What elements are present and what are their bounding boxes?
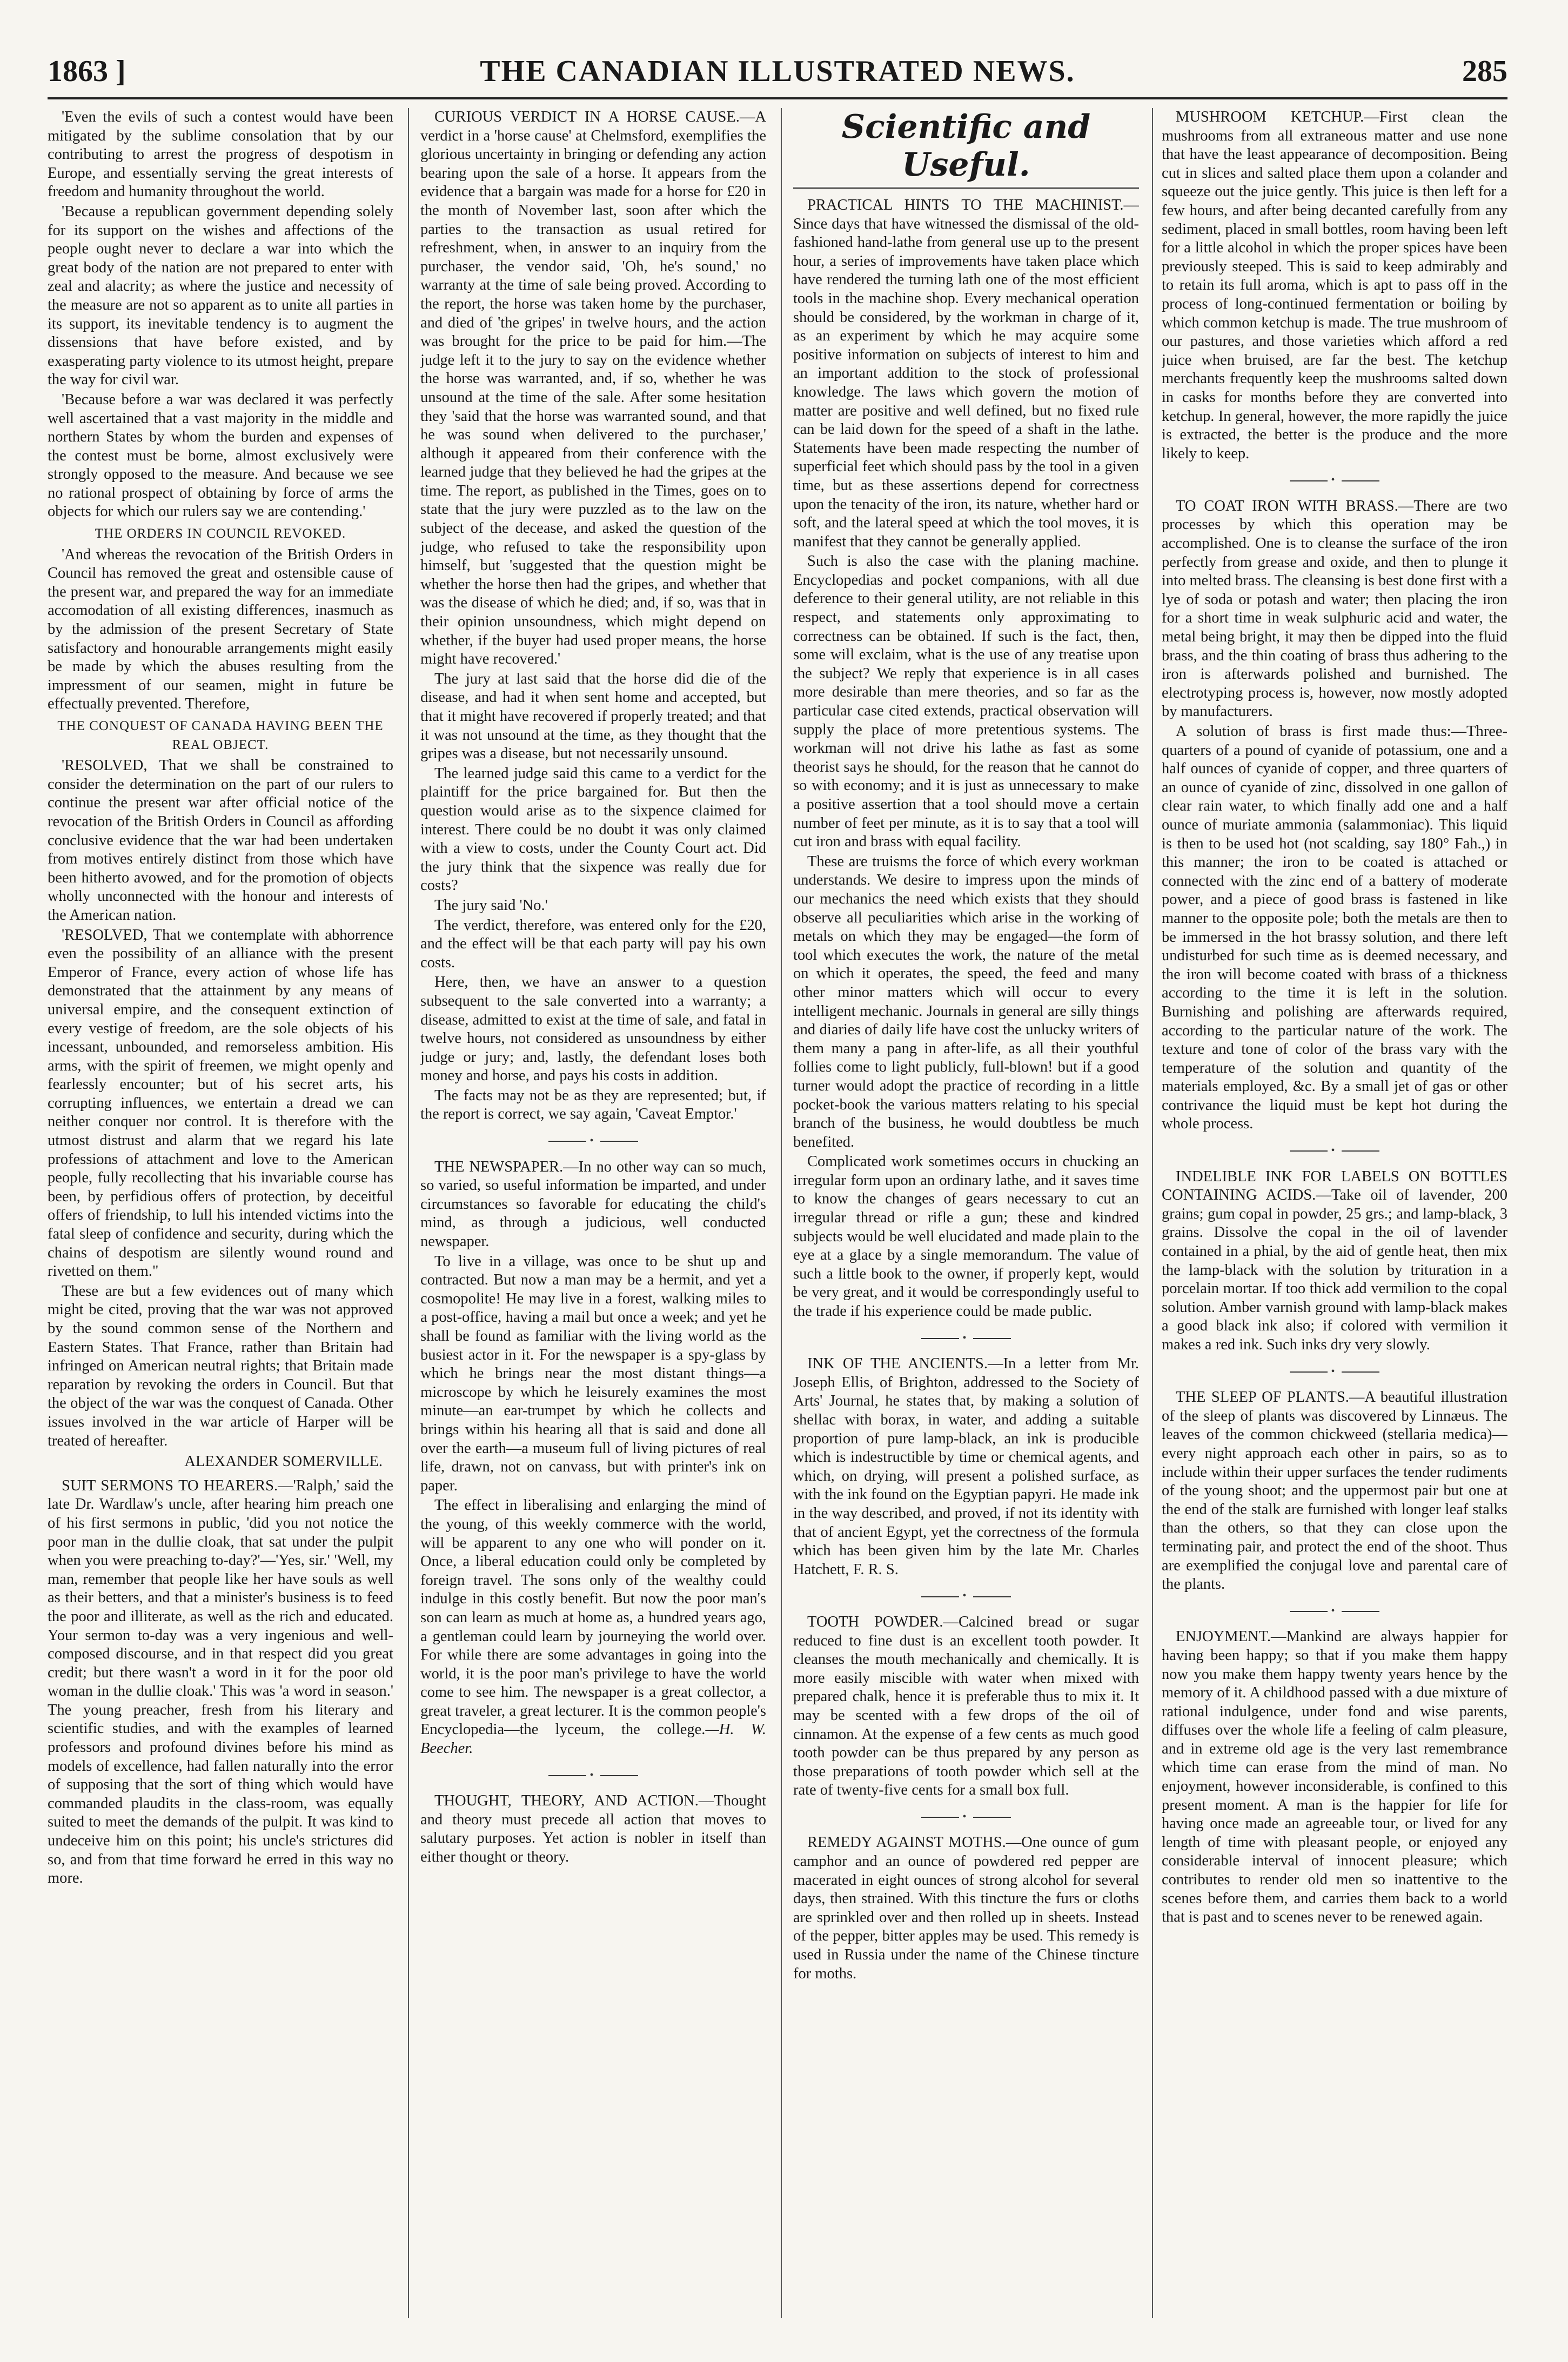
column-4 <box>1162 108 1507 2313</box>
paragraph: Here, then, we have an answer to a question subsequent to the sale converted into a warranty; a disease, admitted to exist at the time of sale, and fatal in twelve hours, not considered as unsoundness by either judge or jury; and, lastly, the defendant loses both money and horse, and pays his costs in addition. <box>420 974 766 1085</box>
newspaper-title: THE CANADIAN ILLUSTRATED NEWS. <box>480 55 1075 88</box>
article-body: —Take oil of lavender, 200 grains; gum copal in powder, 25 grs.; and lamp-black, 3 grains. Dissolve the copal in the oil of lavender contained in a phial, by the aid of gentle heat, then mix the lamp-black with the solution by trituration in a porcelain mortar. If too thick add vermilion to the copal solution. Amber varnish ground with lamp-black makes a good black ink also; if colored with vermilion it makes a red ink. Such inks dry very slowly. <box>1162 1187 1507 1353</box>
paragraph: 'Even the evils of such a contest would have been mitigated by the sublime consolation that by our contributing to arrest the progress of despotism in Europe, and essentially serving the great interests of freedom and humanity throughout the world. <box>48 109 393 200</box>
article-paragraph <box>793 1613 1139 1800</box>
article-paragraph <box>420 108 766 669</box>
article-heading: INK OF THE ANCIENTS. <box>807 1355 988 1373</box>
paragraph: 'Because a republican government depending solely for its support on the wishes and affections of the people ought never to declare a war into which the great body of the nation are not prepared to enter with zeal and alacrity; as where the justice and necessity of the measure are not so apparent as to unite all parties in its support, its inevitable tendency is to augment the dissensions that have before existed, and by exasperating party violence to its utmost height, prepare the way for civil war. <box>48 203 393 389</box>
article-body: —In no other way can so much, so varied, so useful information be imparted, and under circumstances so favorable for educating the child's mind, as through a judicious, well conducted newspaper. <box>420 1158 766 1250</box>
subheading: THE ORDERS IN COUNCIL REVOKED. <box>95 526 346 541</box>
paragraph: The learned judge said this came to a verdict for the plaintiff for the price bargained for. But then the question would arise as to the sixpence claimed for interest. There could be no doubt it was only claimed with a view to costs, under the County Court act. Did the jury think that the sixpence was really due for costs? <box>420 765 766 894</box>
article-paragraph <box>1162 1628 1507 1927</box>
paragraph: 'And whereas the revocation of the British Orders in Council has removed the great and ostensible cause of the present war, and prepared the way for an immediate accomodation of all existing differences, inasmuch as by the admission of the present Secretary of State satisfactory and honourable arrangements might easily be made by which the abuses resulting from the impressment of our seamen, might in future be effectually prevented. Therefore, <box>48 546 393 713</box>
article-paragraph <box>793 1355 1139 1579</box>
article-body: —Mankind are always happier for having been happy; so that if you make them happy now you make them happy twenty years hence by the memory of it. A childhood passed with a due mixture of rational indulgence, under fond and wise parents, diffuses over the whole life a feeling of calm pleasure, and in extreme old age is the very last remembrance which time can erase from the mind of man. No enjoyment, however inconsiderable, is confined to this present moment. A man is the happier for life for having once made an agreeable tour, or lived for any length of time with pleasant people, or enjoyed any considerable interval of innocent pleasure; which contributes to render old men so inattentive to the scenes before them, and carries them back to a world that is past and to scenes never to be renewed again. <box>1162 1628 1507 1926</box>
section-divider: • <box>793 1587 1139 1605</box>
paragraph: The facts may not be as they are represented; but, if the report is correct, we say again, 'Caveat Emptor.' <box>420 1087 766 1123</box>
article-paragraph <box>48 1477 393 1888</box>
paragraph: These are but a few evidences out of many which might be cited, proving that the war was not approved by the sound common sense of the Northern and Eastern States. That France, rather than Britain had infringed on American neutral rights; that Britain made reparation by revoking the orders in Council. But that the object of the war was the conquest of Canada. Other issues involved in the war article of Harper will be treated of hereafter. <box>48 1282 393 1449</box>
article-paragraph <box>793 196 1139 551</box>
paragraph: 'Because before a war was declared it was perfectly well ascertained that a vast majority in the middle and northern States by whom the burden and expenses of the contest must be borne, almost exclusively were strongly opposed to the measure. And because we see no rational prospect of obtaining by force of arms the objects for which our rulers say we are contending.' <box>48 391 393 520</box>
issue-year: 1863 ] <box>48 55 126 88</box>
article-paragraph <box>1162 497 1507 721</box>
article-body: —There are two processes by which this operation may be accomplished. One is to cleanse the surface of the iron perfectly from grease and oxide, and then to plunge it into melted brass. The cleansing is best done first with a lye of soda or potash and water; then placing the iron for a short time in weak sulphuric acid and water, the metal being bright, it may then be dipped into the fluid brass, and the thin coating of brass thus adhering to the iron is afterwards polished and burnished. The electrotyping process is, however, now mostly adopted by manufacturers. <box>1162 497 1507 720</box>
section-divider: • <box>1162 471 1507 490</box>
column-divider <box>408 108 409 2318</box>
article-body: —'Ralph,' said the late Dr. Wardlaw's uncle, after hearing him preach one of his first sermons in public, 'did you not notice the poor man in the dullie cloak, that sat under the pulpit when you were preaching to-day?'—'Yes, sir.' 'Well, my man, remember that people like her have souls as well as their betters, and that a minister's business is to feed the poor and illiterate, as well as the rich and educated. Your sermon to-day was a very ingenious and well-composed discourse, and in that respect did you great credit; but there wasn't a word in it for the poor old woman in the dullie cloak.' This was 'a word in season.' The young preacher, fresh from his literary and scientific studies, and with the examples of learned professors and profound divines before his mind as models of excellence, had fallen naturally into the error of supposing that the sort of thing which would have commanded plaudits in the class-room, was equally suited to meet the demands of the pulpit. It was kind to undeceive him on this point; his uncle's strictures did so, and from that time forward he erred in this way no more. <box>48 1477 393 1887</box>
column-divider <box>781 108 782 2318</box>
author-signature: ALEXANDER SOMERVILLE. <box>184 1453 383 1470</box>
article-heading: PRACTICAL HINTS TO THE MACHINIST. <box>807 197 1124 213</box>
paragraph: A solution of brass is first made thus:—Three-quarters of a pound of cyanide of potassium, one and a half ounces of cyanide of copper, and three quarters of an ounce of cyanide of zinc, dissolved in one gallon of clear rain water, to which finally add one and a half ounce of muriate ammonia (salammoniac). This liquid is then to be used hot (not scalding, say 180° Fah.,) in this manner; the iron to be coated is attached or connected with the zinc end of a battery of moderate power, and a piece of good brass is fastened in like manner to the opposite pole; both the metals are then to be immersed in the hot brassy solution, and there left undisturbed for such time as is deemed necessary, and the iron will become coated with brass of a thickness according to the time it is left in the solution. Burnishing and polishing are afterwards required, according to the particular nature of the work. The texture and tone of color of the brass vary with the temperature of the solution and quantity of the materials employed, &c. By a small jet of gas or other contrivance the liquid must be kept hot during the whole process. <box>1162 723 1507 1133</box>
column-2 <box>420 108 766 2313</box>
article-heading: THOUGHT, THEORY, AND ACTION. <box>434 1792 699 1810</box>
paragraph: Complicated work sometimes occurs in chucking an irregular form upon an ordinary lathe, and it saves time to know the changes of gears necessary to cut an irregular thread or rifle a gun; these and kindred subjects would be well elucidated and made plain to the eye at a glace by a single memorandum. The value of such a little book to the owner, if properly kept, would be very great, and it would be correspondingly useful to the trade if his experience could be made public. <box>793 1153 1139 1320</box>
article-body: —Calcined bread or sugar reduced to fine dust is an excellent tooth powder. It cleanses the mouth mechanically and chemically. It is more easily miscible with water when mixed with prepared chalk, hence it is preferable thus to mix it. It may be scented with a few drops of the oil of cinnamon. At the expense of a few cents as much good tooth powder can be thus prepared by any person as those preparations of tooth powder which sell at the rate of twenty-five cents for a small box full. <box>793 1613 1139 1799</box>
article-body: —Thought and theory must precede all action that moves to salutary purposes. Yet action is nobler in itself than either thought or theory. <box>420 1792 766 1866</box>
article-heading: THE NEWSPAPER. <box>434 1158 564 1175</box>
article-paragraph <box>420 1792 766 1866</box>
article-attribution: —H. W. Beecher. <box>420 1721 766 1757</box>
article-heading: THE SLEEP OF PLANTS. <box>1176 1389 1349 1406</box>
paragraph: Such is also the case with the planing machine. Encyclopedias and pocket companions, with all due deference to their general utility, are not reliable in this respect, and statements only approximating to correctness can be obtained. If such is the fact, then, some will exclaim, what is the use of any treatise upon the subject? We reply that experience is in all cases more desirable than mere theories, and so far as the particular case cited extends, practical observation will supply the place of more pretentious systems. The workman will not drive his lathe as fast as some theorist says he should, for the reason that he cannot do so with economy; and it is just as unnecessary to make a positive assertion that a tool should move a certain number of feet per minute, as it is to say that a tool will cut iron and brass with equal facility. <box>793 553 1139 851</box>
article-body: The effect in liberalising and enlarging the mind of the young, of this weekly commerce with the world, will be apparent to any one who will ponder on it. Once, a liberal education could only be completed by foreign travel. The sons only of the wealthy could indulge in this costly benefit. But now the poor man's son can learn as much at home as, a hundred years ago, a gentleman could learn by journeying the world over. For while there are some advantages in going into the world, it is the poor man's privilege to have the world come to see him. The newspaper is a great collector, a great traveler, a great lecturer. It is the common people's Encyclopedia—the lyceum, the college. <box>420 1497 766 1738</box>
article-heading: CURIOUS VERDICT IN A HORSE CAUSE. <box>434 109 740 125</box>
article-body: —Since days that have witnessed the dismissal of the old-fashioned hand-lathe from general use up to the present hour, a series of improvements have taken place which have rendered the turning lath one of the most efficient tools in the machine shop. Every mechanical operation should be considered, by the workman in charge of it, as an experiment by which he may acquire some positive information on subjects of interest to him and an important addition to the stock of professional knowledge. The laws which govern the motion of matter are positive and well defined, but no fixed rule can be laid down for the speed of a shaft in the lathe. Statements have been made respecting the number of superficial feet which should pass by the tool in a given time, but as these assertions depend for correctness upon the tenacity of the iron, its nature, whether hard or soft, and the lateral speed at which the tool moves, it is manifest that they cannot be generally applied. <box>793 197 1139 550</box>
section-title: Scientific and Useful. <box>793 108 1139 189</box>
column-3 <box>793 108 1139 2313</box>
column-1 <box>48 108 393 2313</box>
section-divider: • <box>793 1808 1139 1826</box>
masthead-rule <box>48 97 1507 99</box>
page-number: 285 <box>1462 55 1507 88</box>
masthead <box>48 50 1507 93</box>
section-divider: • <box>793 1329 1139 1348</box>
paragraph: The jury said 'No.' <box>434 896 548 914</box>
article-paragraph <box>1162 108 1507 463</box>
paragraph: 'RESOLVED, That we contemplate with abhorrence even the possibility of an alliance with the present Emperor of France, every action of whose life has demonstrated that the attainment by any means of universal empire, and the consequent extinction of every vestige of freedom, are the sole objects of his incessant, unbounded, and remorseless ambition. His arms, with the spirit of freemen, we might openly and fearlessly encounter; but of his secret arts, his corrupting influences, we entertain a dread we can neither conquer nor control. It is therefore with the utmost distrust and alarm that we regard his late professions of attachment and love to the American people, fully recollecting that his invariable course has been, by perfidious offers of protection, by deceitful offers of friendship, to lull his intended victims into the fatal sleep of confidence and security, during which the chains of despotism are silently wound round and rivetted on them." <box>48 926 393 1280</box>
article-body: —In a letter from Mr. Joseph Ellis, of Brighton, addressed to the Society of Arts' Journal, he states that, by making a solution of shellac with borax, in water, and adding a suitable proportion of pure lamp-black, an ink is producible which is indestructible by time or chemical agents, and which, on drying, will present a polished surface, as with the ink found on the Egyptian papyri. He made ink in the way described, and proved, if not its identity with that of ancient Egypt, yet the correctness of the formula which has been given him by the late Mr. Charles Hatchett, F. R. S. <box>793 1355 1139 1578</box>
paragraph: To live in a village, was once to be shut up and contracted. But now a man may be a hermit, and yet a cosmopolite! He may live in a forest, walking miles to a post-office, having a mail but once a week; and yet he shall be found as familiar with the living world as the busiest actor in it. For the newspaper is a spy-glass by which he brings near the most distant things—a microscope by which he leisurely examines the most minute—an ear-trumpet by which he collects and brings within his hearing all that is said and done all over the earth—a museum full of living pictures of real life, drawn, not on canvass, but with printer's ink on paper. <box>420 1253 766 1494</box>
article-heading: SUIT SERMONS TO HEARERS. <box>62 1477 278 1494</box>
section-divider: • <box>1162 1602 1507 1621</box>
article-paragraph <box>420 1158 766 1252</box>
subheading: THE CONQUEST OF CANADA HAVING BEEN THE REAL OBJECT. <box>57 719 384 752</box>
article-heading: TO COAT IRON WITH BRASS. <box>1176 497 1398 514</box>
article-heading: INDELIBLE INK FOR LABELS ON BOTTLES CONTAINING ACIDS. <box>1162 1168 1507 1204</box>
article-body: —One ounce of gum camphor and an ounce of powdered red pepper are macerated in eight ounces of strong alcohol for several days, then strained. With this tincture the furs or cloths are sprinkled over and then rolled up in sheets. Instead of the pepper, bitter apples may be used. This remedy is used in Russia under the name of the Chinese tincture for moths. <box>793 1834 1139 1982</box>
article-paragraph <box>793 1834 1139 1983</box>
section-divider: • <box>1162 1141 1507 1160</box>
section-divider: • <box>1162 1362 1507 1381</box>
paragraph: The jury at last said that the horse did die of the disease, and had it when sent home and accepted, but that it might have recovered if properly treated; and that it was not unsound at the time, as they thought that the gripes was a disease, but not necessarily unsound. <box>420 670 766 762</box>
article-paragraph <box>1162 1388 1507 1594</box>
section-divider: • <box>420 1132 766 1150</box>
section-divider: • <box>420 1766 766 1785</box>
paragraph: 'RESOLVED, That we shall be constrained to consider the determination on the part of our rulers to continue the present war after official notice of the revocation of the British Orders in Council as affording conclusive evidence that the war had been undertaken from motives entirely distinct from those which have been hitherto avowed, and for the promotion of objects wholly unconnected with the honour and interests of the American nation. <box>48 757 393 924</box>
article-heading: TOOTH POWDER. <box>807 1613 943 1630</box>
article-heading: ENJOYMENT. <box>1176 1628 1271 1645</box>
article-paragraph <box>1162 1168 1507 1355</box>
article-body: —A beautiful illustration of the sleep of plants was discovered by Linnæus. The leaves of the common chickweed (stellaria medica)—every night approach each other in pairs, so as to include within their upper surfaces the tender rudiments of the young shoot; and the uppermost pair but one at the end of the stalk are furnished with longer leaf stalks than the others, so that they can close upon the terminating pair, and protect the end of the shoot. Thus are exemplified the conjugal love and parental care of the plants. <box>1162 1389 1507 1593</box>
paragraph: These are truisms the force of which every workman understands. We desire to impress upon the minds of our mechanics the need which exists that they should observe all peculiarities which arise in the working of metals on which they may be engaged—the form of tool which executes the work, the nature of the metal on which it operates, the speed, the feed and many other minor matters which will occur to every intelligent mechanic. Journals in general are silly things and diaries of daily life have cost the unlucky writers of them many a pang in after-life, as all their youthful follies come to light publicly, full-blown! but if a good turner would adopt the practice of recording in a little pocket-book the various matters relating to his special branch of the business, he would doubtless be much benefited. <box>793 853 1139 1150</box>
article-body: —A verdict in a 'horse cause' at Chelmsford, exemplifies the glorious uncertainty in bringing or defending any action bearing upon the sale of a horse. It appears from the evidence that a bargain was made for a horse for £20 in the month of November last, soon after which the parties to the transaction as usual retired for refreshment, when, in answer to an inquiry from the purchaser, the vendor said, 'Oh, he's sound,' no warranty at the time of sale being proved. According to the report, the horse was taken home by the purchaser, and died of 'the gripes' in twelve hours, and the action was brought for the price to be paid for him.—The judge left it to the jury to say on the evidence whether the horse was warranted, and, if so, whether he was unsound at the time of the sale. After some hesitation they 'said that the horse was warranted sound, and that he was sound when delivered to the purchaser,' although it appeared from their conference with the learned judge that they believed he had the gripes at the time. The report, as published in the Times, goes on to state that the jury were puzzled as to the law on the subject of the decease, and asked the question of the judge, who refused to take the responsibility upon himself, but 'suggested that the question might be whether the horse then had the gripes, and whether that was the disease of which he died; and, if so, was that in their opinion unsoundness, which might depend on whether, if the buyer had used proper means, the horse might have recovered.' <box>420 109 766 668</box>
article-paragraph <box>420 1496 766 1758</box>
article-body: —First clean the mushrooms from all extraneous matter and use none that have the least appearance of decomposition. Being cut in slices and salted place them upon a colander and squeeze out the juice gently. This juice is then left for a few hours, and after being decanted carefully from any sediment, placed in small bottles, room having been left for a little alcohol in which the proper spices have been previously steeped. This is said to keep admirably and to retain its full aroma, which is apt to pass off in the process of long-continued fermentation or boiling by which common ketchup is made. The true mushroom of our pastures, and those varieties which afford a red juice when bruised, are far the best. The ketchup merchants frequently keep the mushrooms salted down in casks for months before they are converted into ketchup. In general, however, the more rapidly the juice is extracted, the better is the produce and the more likely to keep. <box>1162 109 1507 462</box>
article-heading: MUSHROOM KETCHUP. <box>1176 109 1364 125</box>
paragraph: The verdict, therefore, was entered only for the £20, and the effect will be that each party will pay his own costs. <box>420 916 766 971</box>
article-heading: REMEDY AGAINST MOTHS. <box>807 1834 1006 1851</box>
column-divider <box>1152 108 1153 2318</box>
